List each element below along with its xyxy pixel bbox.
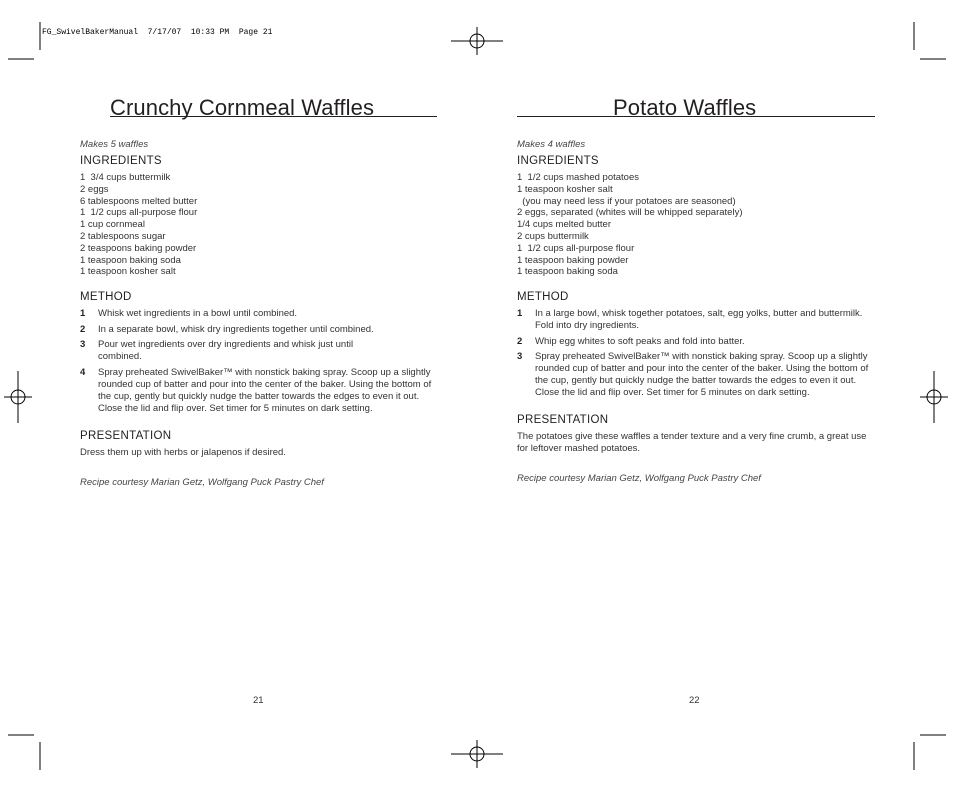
- recipe-credit: Recipe courtesy Marian Getz, Wolfgang Puck Pastry Chef: [80, 476, 324, 488]
- presentation-heading: PRESENTATION: [517, 414, 609, 427]
- registration-mark-top: [451, 27, 503, 55]
- page-number: 21: [253, 695, 264, 706]
- ingredient-item: 1 teaspoon kosher salt: [517, 183, 613, 195]
- step-text: In a separate bowl, whisk dry ingredients together until combined.: [98, 323, 374, 335]
- ingredient-item: 1 teaspoon baking soda: [517, 266, 618, 278]
- registration-mark-left: [4, 371, 32, 423]
- method-step: [517, 308, 875, 332]
- ingredient-item: 2 eggs: [80, 183, 109, 195]
- method-steps: [517, 308, 875, 399]
- step-text: Whisk wet ingredients in a bowl until combined.: [98, 308, 298, 320]
- step-text: In a large bowl, whisk together potatoes, salt, egg yolks, butter and buttermilk. Fold into dry ingredients.: [535, 308, 863, 332]
- page-number: 22: [689, 695, 700, 706]
- ingredients-heading: INGREDIENTS: [517, 155, 599, 167]
- ingredient-item: 1/4 cups melted butter: [517, 219, 611, 231]
- method-steps: [80, 308, 437, 415]
- recipe-title: Potato Waffles: [613, 95, 757, 120]
- ingredient-item: 1 teaspoon kosher salt: [80, 266, 176, 278]
- ingredient-item: 1 1/2 cups all-purpose flour: [517, 242, 635, 254]
- ingredient-item: 2 cups buttermilk: [517, 230, 589, 242]
- recipe-title: Crunchy Cornmeal Waffles: [110, 95, 375, 120]
- step-text: Whip egg whites to soft peaks and fold into batter.: [535, 335, 745, 347]
- step-number: 4: [80, 366, 86, 378]
- step-number: 3: [517, 351, 523, 363]
- step-text: Pour wet ingredients over dry ingredients and whisk just until combined.: [98, 339, 354, 363]
- ingredient-item: 1 teaspoon baking soda: [80, 254, 181, 266]
- step-number: 3: [80, 339, 86, 351]
- ingredient-item: 1 cup cornmeal: [80, 219, 145, 231]
- ingredient-item: 1 teaspoon baking powder: [517, 254, 629, 266]
- method-step: [80, 367, 437, 415]
- step-number: 2: [80, 323, 86, 335]
- method-step: [80, 308, 437, 320]
- method-step: [80, 324, 437, 336]
- recipe-yield: Makes 5 waffles: [80, 139, 149, 150]
- recipe-yield: Makes 4 waffles: [517, 139, 586, 150]
- title-rule: [517, 116, 875, 117]
- ingredients-list: [80, 172, 437, 278]
- ingredients-heading: INGREDIENTS: [80, 155, 162, 167]
- ingredients-list: [517, 172, 875, 278]
- ingredient-item: 1 3/4 cups buttermilk: [80, 172, 171, 183]
- ingredient-item: 6 tablespoons melted butter: [80, 195, 198, 207]
- recipe-content: [517, 138, 875, 485]
- ingredient-item: (you may need less if your potatoes are seasoned): [517, 195, 736, 207]
- recipe-credit: Recipe courtesy Marian Getz, Wolfgang Puck Pastry Chef: [517, 473, 761, 485]
- ingredient-item: 2 eggs, separated (whites will be whipped separately): [517, 207, 743, 219]
- presentation-text: Dress them up with herbs or jalapenos if desired.: [80, 446, 286, 458]
- step-number: 1: [517, 308, 523, 320]
- ingredient-item: 1 1/2 cups mashed potatoes: [517, 172, 639, 183]
- registration-mark-bottom: [451, 740, 503, 768]
- title-rule: [110, 116, 437, 117]
- step-number: 1: [80, 308, 86, 320]
- recipe-content: [80, 138, 437, 489]
- step-text: Spray preheated SwivelBaker™ with nonstick baking spray. Scoop up a slightly rounded cup of batter and pour into the center of the baker. Using the bottom of the cup, gently but quickly nudge the batter towards the edges to even it out. Close the lid and flip over. Set timer for 5 minutes on dark setting.: [98, 366, 432, 414]
- step-number: 2: [517, 335, 523, 347]
- method-heading: METHOD: [517, 291, 569, 304]
- presentation-text: The potatoes give these waffles a tender texture and a very fine crumb, a great use for leftover mashed potatoes.: [517, 431, 867, 455]
- print-slug: FG_SwivelBakerManual 7/17/07 10:33 PM Page 21: [42, 28, 273, 37]
- ingredient-item: 2 tablespoons sugar: [80, 230, 166, 242]
- ingredient-item: 1 1/2 cups all-purpose flour: [80, 207, 198, 219]
- registration-mark-right: [920, 371, 948, 423]
- step-text: Spray preheated SwivelBaker™ with nonstick baking spray. Scoop up a slightly rounded cup of batter and pour into the center of the baker. Using the bottom of the cup, gently but quickly nudge the batter towards the edges to even it out. Close the lid and flip over. Set timer for 5 minutes on dark setting.: [535, 351, 869, 399]
- method-step: [80, 339, 437, 363]
- presentation-heading: PRESENTATION: [80, 429, 172, 442]
- method-step: [517, 336, 875, 348]
- method-heading: METHOD: [80, 291, 132, 304]
- method-step: [517, 351, 875, 399]
- ingredient-item: 2 teaspoons baking powder: [80, 242, 197, 254]
